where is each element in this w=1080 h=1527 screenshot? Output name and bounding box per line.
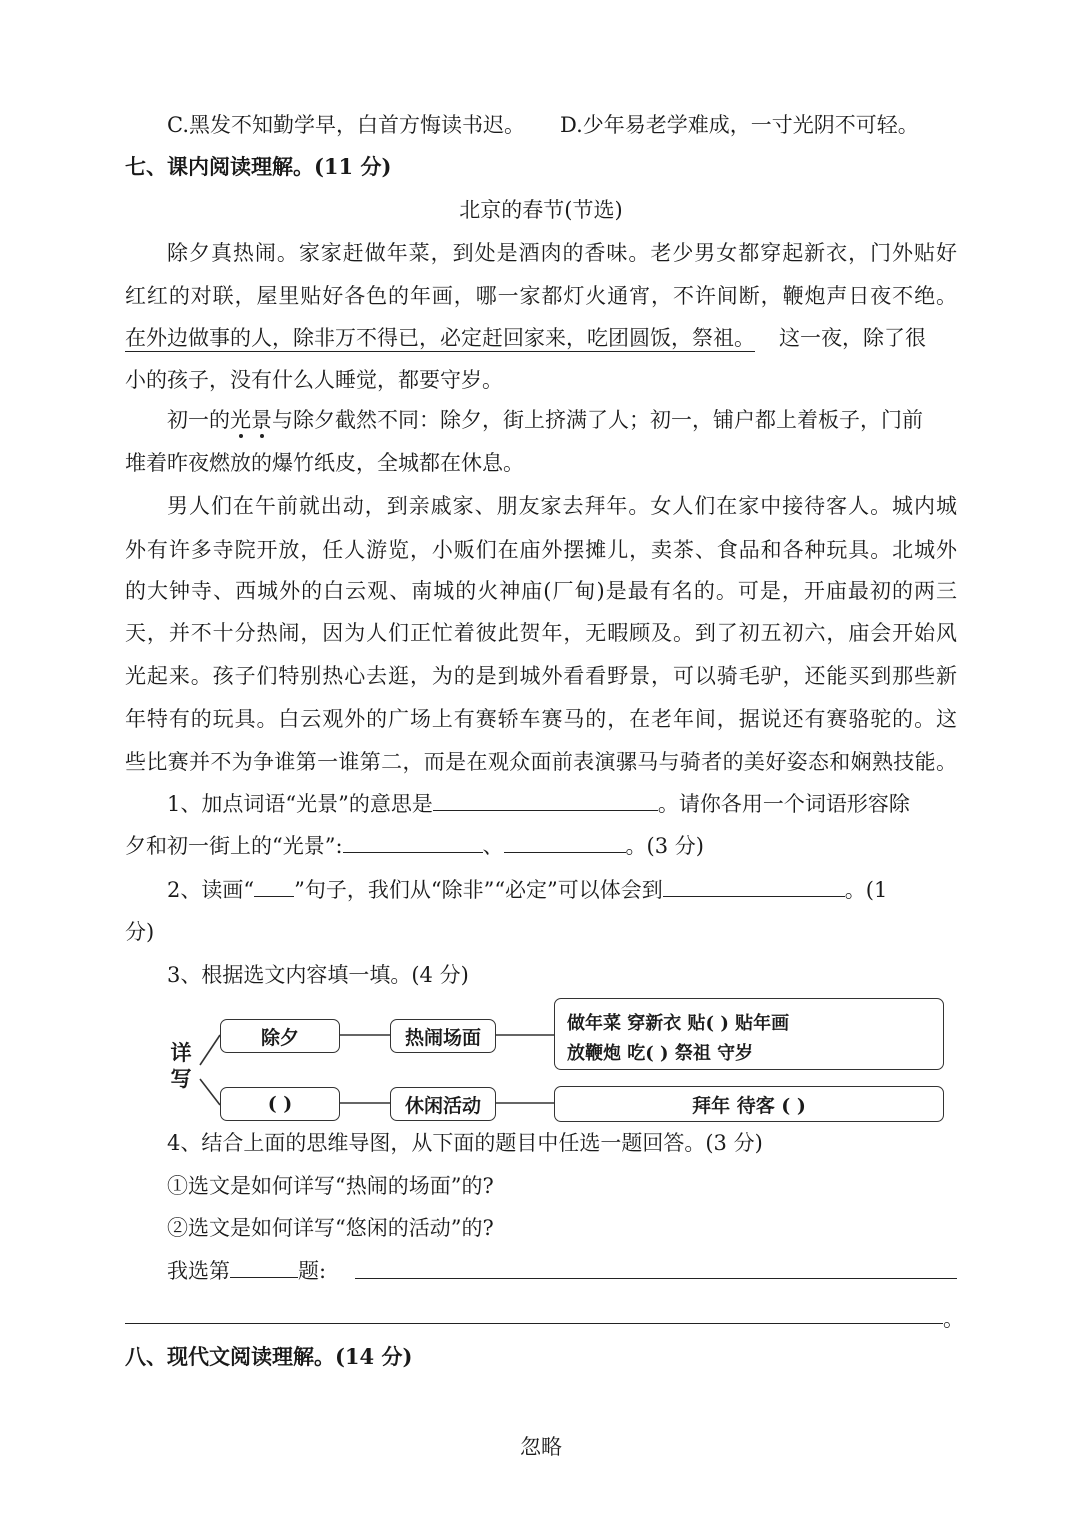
p3-line7: 些比赛并不为争谁第一谁第二，而是在观众面前表演骡马与骑者的美好姿态和娴熟技能。 [125,750,957,774]
p1-line4: 小的孩子，没有什么人睡觉，都要守岁。 [125,368,503,392]
q2-answer-blank[interactable] [663,876,845,897]
node-new-years-eve: 除夕 [220,1019,340,1053]
q3-heading: 3、根据选文内容填一填。(4 分) [167,963,469,987]
q1-answer-blank[interactable] [433,790,658,811]
q4-answer-line2[interactable] [125,1323,943,1324]
p3-line6: 年特有的玩具。白云观外的广场上有赛轿车赛马的，在老年间，据说还有赛骆驼的。这 [125,707,957,731]
p2-line1 [167,405,957,435]
q4-choice [167,1256,957,1286]
q4-heading: 4、结合上面的思维导图，从下面的题目中任选一题回答。(3 分) [167,1131,763,1155]
q2-line1 [167,875,957,905]
detail-box-lively [554,998,944,1070]
q4-choice-text-b: 题: [298,1259,327,1283]
option-c: C.黑发不知勤学早，白首方悔读书迟。 [167,113,525,137]
q4-answer-line1[interactable] [355,1278,957,1279]
q1-text-c: 夕和初一街上的“光景”: [125,834,343,858]
dotted-char-jing: 景 [251,408,272,432]
q2-line2: 分) [125,920,155,944]
node-blank[interactable]: ( ) [220,1087,340,1121]
p1-line2: 红红的对联，屋里贴好各色的年画，哪一家都灯火通宵，不许间断，鞭炮声日夜不绝。 [125,284,957,308]
p3-line3: 的大钟寺、西城外的白云观、南城的火神庙(厂甸)是最有名的。可是，开庙最初的两三 [125,579,957,603]
q1-text-a: 1、加点词语“光景”的意思是 [167,792,433,816]
section8-heading: 八、现代文阅读理解。(14 分) [125,1344,413,1369]
p2-text-b: 与除夕截然不同：除夕，街上挤满了人；初一，铺户都上着板子，门前 [272,408,923,432]
node-leisure-activity: 休闲活动 [390,1087,496,1121]
dotted-char-guang: 光 [230,408,251,432]
p3-line2: 外有许多寺院开放，任人游览，小贩们在庙外摆摊儿，卖茶、食品和各种玩具。北城外 [125,538,957,562]
underlined-sentence: 在外边做事的人，除非万不得已，必定赶回家来，吃团圆饭，祭祖。 [125,326,755,350]
q2-underline-mark [254,876,294,897]
q2-text-c: 。(1 [844,878,888,902]
p1-line3-rest: 这一夜，除了很 [779,326,926,350]
q4-option2: ②选文是如何详写“悠闲的活动”的? [167,1216,494,1240]
option-d: D.少年易老学难成，一寸光阴不可轻。 [560,113,919,137]
q2-text-b: ”句子，我们从“除非”“必定”可以体会到 [294,878,663,902]
q1-text-b: 。请你各用一个词语形容除 [657,792,910,816]
q1-line1 [167,789,957,819]
root-char-1: 详 [170,1040,192,1065]
passage-title: 北京的春节(节选) [459,198,623,222]
detail-box-leisure: 拜年 待客 ( ) [554,1086,944,1122]
mind-map-root-label [168,1040,194,1092]
p2-line2: 堆着昨夜燃放的爆竹纸皮，全城都在休息。 [125,451,524,475]
p1-line3 [125,323,957,353]
q4-choice-blank[interactable] [230,1257,298,1278]
q4-option1: ①选文是如何详写“热闹的场面”的? [167,1174,494,1198]
q1-blank-eve[interactable] [343,832,483,853]
p3-line5: 光起来。孩子们特别热心去逛，为的是到城外看看野景，可以骑毛驴，还能买到那些新 [125,664,957,688]
p3-line1: 男人们在午前就出动，到亲戚家、朋友家去拜年。女人们在家中接待客人。城内城 [167,494,957,518]
section8-omitted: 忽略 [520,1435,562,1459]
p3-line4: 天，并不十分热闹，因为人们正忙着彼此贺年，无暇顾及。到了初五初六，庙会开始风 [125,621,957,645]
detail-lively-line2: 放鞭炮 吃( ) 祭祖 守岁 [567,1043,754,1064]
q4-choice-text-a: 我选第 [167,1259,230,1283]
p2-text-a: 初一的 [167,408,230,432]
q1-line2 [125,831,957,861]
detail-lively-line1: 做年菜 穿新衣 贴( ) 贴年画 [567,1013,790,1034]
p1-line1: 除夕真热闹。家家赶做年菜，到处是酒肉的香味。老少男女都穿起新衣，门外贴好 [167,241,957,265]
mind-map [168,995,948,1125]
root-char-2: 写 [170,1066,192,1091]
q2-text-a: 2、读画“ [167,878,255,902]
node-lively-scene: 热闹场面 [390,1019,496,1053]
section7-heading: 七、课内阅读理解。(11 分) [125,154,392,179]
q1-text-d: 、 [482,834,504,858]
q1-text-e: 。(3 分) [625,834,704,858]
q4-end-period: 。 [943,1307,964,1331]
q1-blank-new-year[interactable] [504,832,626,853]
